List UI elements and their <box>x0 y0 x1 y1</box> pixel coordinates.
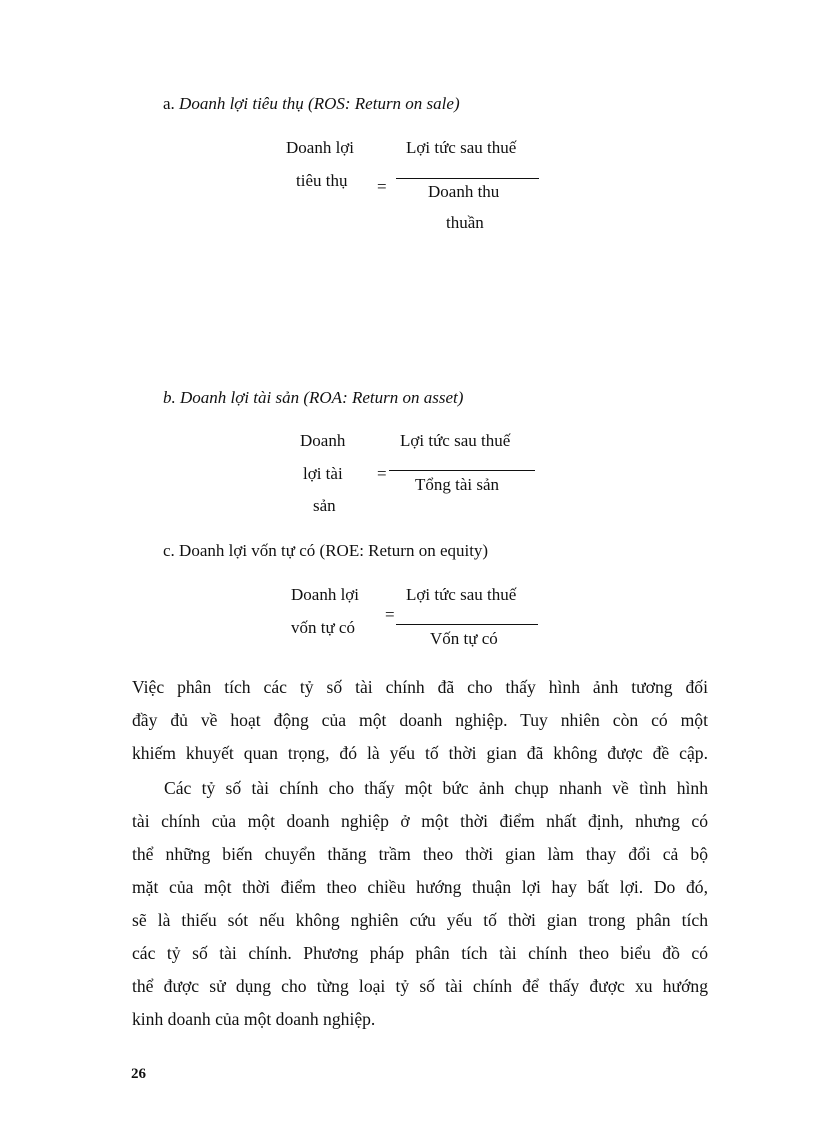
paragraph-2-line-1: Các tỷ số tài chính cho thấy một bức ảnh chụp nhanh về tình hình <box>164 778 708 798</box>
section-a-title: Doanh lợi tiêu thụ (ROS: Return on sale) <box>179 94 460 113</box>
page-number: 26 <box>131 1066 146 1082</box>
formula-roa-lhs-line-2: lợi tài <box>303 464 343 483</box>
paragraph-2-line-3: thể những biến chuyển thăng trầm theo thời gian làm thay đổi cả bộ <box>132 844 708 864</box>
paragraph-2-line-6: các tỷ số tài chính. Phương pháp phân tích tài chính theo biểu đồ có <box>132 943 708 963</box>
paragraph-2-line-4: mặt của một thời điểm theo chiều hướng thuận lợi hay bất lợi. Do đó, <box>132 877 708 897</box>
formula-ros-denominator-line-2: thuần <box>446 213 484 232</box>
section-a-prefix: a. <box>163 94 180 113</box>
formula-ros-lhs-line-2: tiêu thụ <box>296 171 348 190</box>
formula-roa-numerator: Lợi tức sau thuế <box>400 431 511 450</box>
body-paragraph-1 <box>132 671 708 770</box>
paragraph-2-line-7: thể được sử dụng cho từng loại tỷ số tài chính để thấy được xu hướng <box>132 976 708 996</box>
formula-ros-fraction-bar <box>396 178 539 179</box>
formula-ros-lhs-line-1: Doanh lợi <box>286 138 355 157</box>
formula-roa-denominator: Tổng tài sản <box>415 475 500 494</box>
formula-roe-denominator: Vốn tự có <box>430 629 498 648</box>
formula-roa-equals: = <box>377 464 387 483</box>
section-c-heading: c. Doanh lợi vốn tự có (ROE: Return on equity) <box>163 541 489 560</box>
section-a-heading <box>163 94 460 114</box>
formula-ros-denominator-line-1: Doanh thu <box>428 182 500 201</box>
formula-roa-lhs-line-3: sản <box>313 496 336 515</box>
formula-roa-lhs-line-1: Doanh <box>300 431 346 450</box>
formula-ros-equals: = <box>377 177 387 196</box>
formula-ros-numerator: Lợi tức sau thuế <box>406 138 517 157</box>
paragraph-1-line-2: đầy đủ về hoạt động của một doanh nghiệp. Tuy nhiên còn có một <box>132 710 708 730</box>
formula-roe-lhs-line-2: vốn tự có <box>291 618 355 637</box>
paragraph-1-line-3: khiếm khuyết quan trọng, đó là yếu tố thời gian đã không được đề cập. <box>132 743 708 763</box>
paragraph-2-line-8: kinh doanh của một doanh nghiệp. <box>132 1009 376 1029</box>
formula-roe-equals: = <box>385 605 395 624</box>
formula-roa-fraction-bar <box>389 470 535 471</box>
section-b-heading: b. Doanh lợi tài sản (ROA: Return on asset) <box>163 388 464 407</box>
paragraph-2-line-2: tài chính của một doanh nghiệp ở một thời điểm nhất định, nhưng có <box>132 811 708 831</box>
body-paragraph-2 <box>132 772 708 1036</box>
paragraph-1-line-1: Việc phân tích các tỷ số tài chính đã cho thấy hình ảnh tương đối <box>132 677 708 697</box>
formula-roe-fraction-bar <box>396 624 538 625</box>
formula-roe-lhs-line-1: Doanh lợi <box>291 585 360 604</box>
formula-roe-numerator: Lợi tức sau thuế <box>406 585 517 604</box>
paragraph-2-line-5: sẽ là thiếu sót nếu không nghiên cứu yếu tố thời gian trong phân tích <box>132 910 708 930</box>
